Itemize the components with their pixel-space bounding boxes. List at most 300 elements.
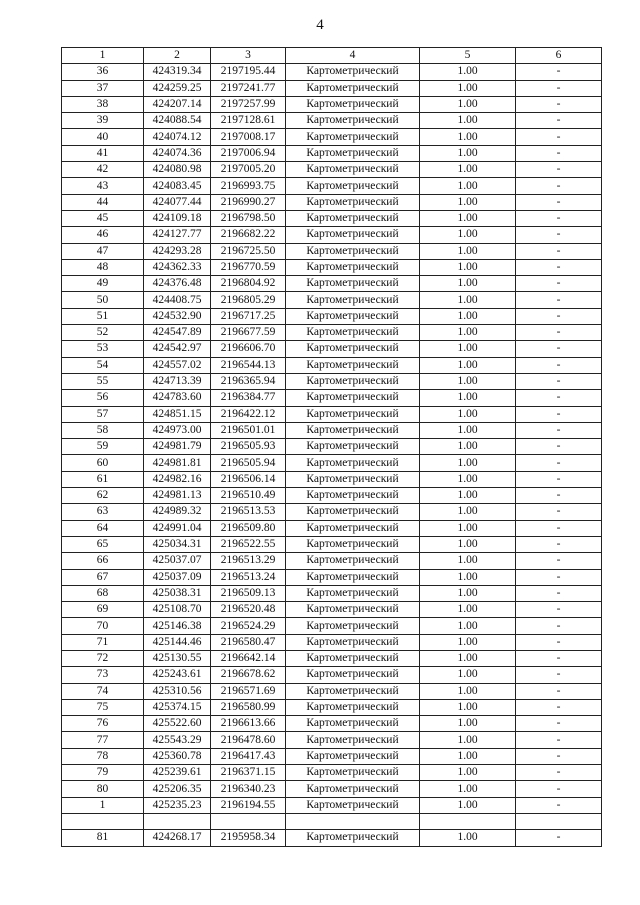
table-cell: - — [516, 194, 602, 210]
table-cell: 1.00 — [420, 259, 516, 275]
table-cell: 2196371.15 — [211, 765, 286, 781]
table-cell: 71 — [62, 634, 144, 650]
table-cell: Картометрический — [286, 765, 420, 781]
table-row — [62, 781, 602, 797]
table-cell: 1.00 — [420, 439, 516, 455]
table-cell: 1.00 — [420, 80, 516, 96]
table-cell: 38 — [62, 96, 144, 112]
table-row — [62, 227, 602, 243]
coordinates-table — [61, 47, 602, 847]
table-cell: 2196478.60 — [211, 732, 286, 748]
table-cell: - — [516, 716, 602, 732]
table-row — [62, 830, 602, 846]
table-cell: Картометрический — [286, 830, 420, 846]
table-cell: 56 — [62, 390, 144, 406]
table-cell: 1.00 — [420, 585, 516, 601]
table-cell: 59 — [62, 439, 144, 455]
table-cell: 424989.32 — [144, 504, 211, 520]
table-cell: 2196513.24 — [211, 569, 286, 585]
table-cell: - — [516, 683, 602, 699]
table-cell: 424557.02 — [144, 357, 211, 373]
table-cell: Картометрический — [286, 113, 420, 129]
table-cell: Картометрический — [286, 162, 420, 178]
table-row — [62, 520, 602, 536]
table-cell: 52 — [62, 325, 144, 341]
table-cell: 425310.56 — [144, 683, 211, 699]
table-cell: 79 — [62, 765, 144, 781]
table-cell: 424127.77 — [144, 227, 211, 243]
table-cell: 424981.79 — [144, 439, 211, 455]
table-cell: 75 — [62, 699, 144, 715]
table-cell: 1.00 — [420, 488, 516, 504]
table-row — [62, 341, 602, 357]
table-cell: 72 — [62, 650, 144, 666]
table-cell: 1.00 — [420, 765, 516, 781]
table-row — [62, 748, 602, 764]
table-row — [62, 471, 602, 487]
table-cell: Картометрический — [286, 276, 420, 292]
table-row — [62, 292, 602, 308]
table-cell: 36 — [62, 64, 144, 80]
table-cell: 2196524.29 — [211, 618, 286, 634]
table-cell: - — [516, 129, 602, 145]
table-cell: Картометрический — [286, 325, 420, 341]
table-cell: 1.00 — [420, 276, 516, 292]
table-cell: 1.00 — [420, 308, 516, 324]
table-row — [62, 553, 602, 569]
table-cell: - — [516, 765, 602, 781]
table-cell: 2195958.34 — [211, 830, 286, 846]
table-cell: 1.00 — [420, 390, 516, 406]
table-cell: 2196365.94 — [211, 373, 286, 389]
table-cell: Картометрический — [286, 650, 420, 666]
table-cell: 46 — [62, 227, 144, 243]
table-cell: - — [516, 699, 602, 715]
table-cell: 68 — [62, 585, 144, 601]
table-row — [62, 406, 602, 422]
table-row — [62, 569, 602, 585]
table-cell: 2196505.94 — [211, 455, 286, 471]
table-row — [62, 390, 602, 406]
table-cell: 1.00 — [420, 716, 516, 732]
table-cell: 1.00 — [420, 422, 516, 438]
table-cell: 424991.04 — [144, 520, 211, 536]
table-cell: - — [516, 210, 602, 226]
table-row — [62, 667, 602, 683]
table-cell: 2196194.55 — [211, 797, 286, 813]
table-cell: - — [516, 488, 602, 504]
table-cell: 425543.29 — [144, 732, 211, 748]
table-cell: 2196682.22 — [211, 227, 286, 243]
table-cell: 40 — [62, 129, 144, 145]
table-row — [62, 488, 602, 504]
table-cell: 2197008.17 — [211, 129, 286, 145]
table-cell: - — [516, 504, 602, 520]
table-cell: 76 — [62, 716, 144, 732]
table-cell: 1.00 — [420, 830, 516, 846]
table-cell: Картометрический — [286, 667, 420, 683]
table-cell: 77 — [62, 732, 144, 748]
table-cell: 2196613.66 — [211, 716, 286, 732]
column-header: 5 — [420, 48, 516, 64]
column-header: 6 — [516, 48, 602, 64]
table-cell: Картометрический — [286, 536, 420, 552]
table-cell: 425235.23 — [144, 797, 211, 813]
table-cell: - — [516, 308, 602, 324]
column-header: 1 — [62, 48, 144, 64]
table-cell: 58 — [62, 422, 144, 438]
table-cell: 2196725.50 — [211, 243, 286, 259]
table-cell: 424074.36 — [144, 145, 211, 161]
table-cell: - — [516, 145, 602, 161]
table-cell: Картометрический — [286, 439, 420, 455]
table-cell: 1.00 — [420, 341, 516, 357]
table-cell: 2196993.75 — [211, 178, 286, 194]
table-cell: Картометрический — [286, 504, 420, 520]
table-cell: 1.00 — [420, 406, 516, 422]
table-cell: 424362.33 — [144, 259, 211, 275]
table-cell: 425130.55 — [144, 650, 211, 666]
table-cell: 1.00 — [420, 129, 516, 145]
table-cell: 1.00 — [420, 145, 516, 161]
table-cell: Картометрический — [286, 259, 420, 275]
table-cell: 53 — [62, 341, 144, 357]
table-cell: 57 — [62, 406, 144, 422]
table-cell: Картометрический — [286, 732, 420, 748]
table-cell: Картометрический — [286, 373, 420, 389]
table-cell: Картометрический — [286, 716, 420, 732]
table-cell: 424293.28 — [144, 243, 211, 259]
table-cell: 1.00 — [420, 357, 516, 373]
table-cell: - — [516, 422, 602, 438]
table-cell: 1.00 — [420, 683, 516, 699]
table-cell: Картометрический — [286, 602, 420, 618]
table-cell: 45 — [62, 210, 144, 226]
table-cell: 1.00 — [420, 536, 516, 552]
table-cell: 425239.61 — [144, 765, 211, 781]
table-cell: 1.00 — [420, 569, 516, 585]
table-cell: - — [516, 650, 602, 666]
table-cell: 424981.81 — [144, 455, 211, 471]
table-cell — [420, 813, 516, 829]
table-cell: Картометрический — [286, 292, 420, 308]
table-cell: 61 — [62, 471, 144, 487]
table-cell: Картометрический — [286, 488, 420, 504]
table-row — [62, 716, 602, 732]
table-cell: 425037.09 — [144, 569, 211, 585]
table-row — [62, 422, 602, 438]
column-header: 2 — [144, 48, 211, 64]
table-cell: 424376.48 — [144, 276, 211, 292]
table-cell: 2196544.13 — [211, 357, 286, 373]
table-cell: - — [516, 292, 602, 308]
table-cell: Картометрический — [286, 585, 420, 601]
table-row — [62, 162, 602, 178]
table-row — [62, 650, 602, 666]
table-cell: - — [516, 439, 602, 455]
table-cell: 424083.45 — [144, 178, 211, 194]
table-cell: 51 — [62, 308, 144, 324]
table-row — [62, 373, 602, 389]
table-cell: 2196804.92 — [211, 276, 286, 292]
table-row — [62, 683, 602, 699]
table-row — [62, 194, 602, 210]
table-cell: 424074.12 — [144, 129, 211, 145]
table-row — [62, 113, 602, 129]
table-row — [62, 80, 602, 96]
table-cell: Картометрический — [286, 129, 420, 145]
table-cell: - — [516, 80, 602, 96]
table-cell: 67 — [62, 569, 144, 585]
table-cell: 2197241.77 — [211, 80, 286, 96]
table-cell: 1.00 — [420, 732, 516, 748]
table-row — [62, 276, 602, 292]
table-cell: 1.00 — [420, 113, 516, 129]
table-row — [62, 129, 602, 145]
table-cell: 54 — [62, 357, 144, 373]
table-cell: 1.00 — [420, 96, 516, 112]
table-cell: 1.00 — [420, 325, 516, 341]
table-cell: - — [516, 830, 602, 846]
table-cell: 424783.60 — [144, 390, 211, 406]
table-cell: - — [516, 178, 602, 194]
table-cell: 60 — [62, 455, 144, 471]
table-cell: Картометрический — [286, 634, 420, 650]
table-cell: 2197006.94 — [211, 145, 286, 161]
column-header: 4 — [286, 48, 420, 64]
table-cell: Картометрический — [286, 96, 420, 112]
table-cell — [62, 813, 144, 829]
table-row — [62, 210, 602, 226]
table-cell: - — [516, 585, 602, 601]
table-cell: 1.00 — [420, 699, 516, 715]
table-cell: 424080.98 — [144, 162, 211, 178]
table-cell: 49 — [62, 276, 144, 292]
table-cell: - — [516, 406, 602, 422]
table-cell: 2196422.12 — [211, 406, 286, 422]
table-cell: 424851.15 — [144, 406, 211, 422]
table-cell: 2196805.29 — [211, 292, 286, 308]
table-cell: 1.00 — [420, 667, 516, 683]
table-cell: 1.00 — [420, 292, 516, 308]
table-cell: 2196417.43 — [211, 748, 286, 764]
table-cell: Картометрический — [286, 308, 420, 324]
table-row — [62, 357, 602, 373]
table-cell: 37 — [62, 80, 144, 96]
table-cell: 55 — [62, 373, 144, 389]
table-cell: 2196513.53 — [211, 504, 286, 520]
table-cell: Картометрический — [286, 357, 420, 373]
table-cell: 1.00 — [420, 602, 516, 618]
column-header: 3 — [211, 48, 286, 64]
table-cell: Картометрический — [286, 520, 420, 536]
table-row — [62, 618, 602, 634]
table-cell: 2196509.13 — [211, 585, 286, 601]
table-cell: - — [516, 243, 602, 259]
table-cell: 2196770.59 — [211, 259, 286, 275]
table-cell: 425108.70 — [144, 602, 211, 618]
table-cell: 2197128.61 — [211, 113, 286, 129]
table-row — [62, 178, 602, 194]
table-cell: 47 — [62, 243, 144, 259]
table-cell: Картометрический — [286, 553, 420, 569]
table-cell: 73 — [62, 667, 144, 683]
table-cell: Картометрический — [286, 455, 420, 471]
table-cell: Картометрический — [286, 471, 420, 487]
table-cell: 1.00 — [420, 618, 516, 634]
table-row — [62, 325, 602, 341]
table-cell: Картометрический — [286, 797, 420, 813]
table-cell — [211, 813, 286, 829]
table-cell: 2196571.69 — [211, 683, 286, 699]
table-row — [62, 308, 602, 324]
table-row — [62, 536, 602, 552]
table-cell: 425144.46 — [144, 634, 211, 650]
table-cell: 2197257.99 — [211, 96, 286, 112]
table-cell: 65 — [62, 536, 144, 552]
table-cell: 81 — [62, 830, 144, 846]
table-cell: 2196384.77 — [211, 390, 286, 406]
table-cell: Картометрический — [286, 243, 420, 259]
table-row — [62, 585, 602, 601]
table-cell: 424319.34 — [144, 64, 211, 80]
table-cell: 2196580.47 — [211, 634, 286, 650]
table-row — [62, 699, 602, 715]
table-cell: 70 — [62, 618, 144, 634]
table-cell: Картометрический — [286, 781, 420, 797]
table-cell: 42 — [62, 162, 144, 178]
table-cell: - — [516, 96, 602, 112]
table-cell: - — [516, 667, 602, 683]
table-cell: 50 — [62, 292, 144, 308]
table-cell: 62 — [62, 488, 144, 504]
table-cell: - — [516, 536, 602, 552]
table-cell: 1.00 — [420, 64, 516, 80]
table-cell: 44 — [62, 194, 144, 210]
table-row — [62, 439, 602, 455]
table-row — [62, 145, 602, 161]
table-cell: 425146.38 — [144, 618, 211, 634]
table-cell: 425522.60 — [144, 716, 211, 732]
table-cell: 1.00 — [420, 797, 516, 813]
table-cell: 2196678.62 — [211, 667, 286, 683]
table-cell: 2196506.14 — [211, 471, 286, 487]
table-row — [62, 634, 602, 650]
table-cell: - — [516, 325, 602, 341]
table-cell: - — [516, 748, 602, 764]
table-row — [62, 243, 602, 259]
table-cell: 424973.00 — [144, 422, 211, 438]
table-cell: - — [516, 227, 602, 243]
table-row — [62, 96, 602, 112]
page-number: 4 — [316, 17, 324, 33]
table-cell: - — [516, 569, 602, 585]
table-cell: 424088.54 — [144, 113, 211, 129]
table-cell: - — [516, 520, 602, 536]
table-cell: 424713.39 — [144, 373, 211, 389]
table-cell: - — [516, 553, 602, 569]
table-cell: Картометрический — [286, 683, 420, 699]
table-row — [62, 765, 602, 781]
table-cell: Картометрический — [286, 64, 420, 80]
table-row — [62, 64, 602, 80]
table-cell: 1.00 — [420, 520, 516, 536]
table-cell: Картометрический — [286, 80, 420, 96]
table-cell: 425206.35 — [144, 781, 211, 797]
table-cell: 1.00 — [420, 634, 516, 650]
table-cell: 425243.61 — [144, 667, 211, 683]
table-cell: 2196642.14 — [211, 650, 286, 666]
table-cell: - — [516, 618, 602, 634]
table-cell: 424259.25 — [144, 80, 211, 96]
table-cell: 425374.15 — [144, 699, 211, 715]
table-cell: - — [516, 113, 602, 129]
table-cell: Картометрический — [286, 748, 420, 764]
table-cell: - — [516, 341, 602, 357]
table-cell — [144, 813, 211, 829]
table-cell: 424408.75 — [144, 292, 211, 308]
table-cell: Картометрический — [286, 227, 420, 243]
table-cell: 425034.31 — [144, 536, 211, 552]
table-cell — [286, 813, 420, 829]
table-row — [62, 504, 602, 520]
table-cell: Картометрический — [286, 569, 420, 585]
table-cell: 1.00 — [420, 781, 516, 797]
table-cell: 80 — [62, 781, 144, 797]
table-cell: 1.00 — [420, 227, 516, 243]
table-cell: - — [516, 373, 602, 389]
table-cell: Картометрический — [286, 178, 420, 194]
table-cell: 424981.13 — [144, 488, 211, 504]
table-cell: 2196513.29 — [211, 553, 286, 569]
table-cell: - — [516, 259, 602, 275]
table-cell: 2196798.50 — [211, 210, 286, 226]
table-cell: - — [516, 357, 602, 373]
table-cell: 2196580.99 — [211, 699, 286, 715]
table-cell: Картометрический — [286, 210, 420, 226]
table-cell: - — [516, 390, 602, 406]
table-body — [62, 64, 602, 846]
table-cell: - — [516, 455, 602, 471]
table-cell: 2196520.48 — [211, 602, 286, 618]
table-header-row — [62, 48, 602, 64]
table-cell: 1.00 — [420, 178, 516, 194]
table-cell: 74 — [62, 683, 144, 699]
table-cell: 48 — [62, 259, 144, 275]
table-cell: - — [516, 162, 602, 178]
table-cell: 424982.16 — [144, 471, 211, 487]
table-cell: 1.00 — [420, 162, 516, 178]
table-cell: 425360.78 — [144, 748, 211, 764]
table-cell: 1.00 — [420, 455, 516, 471]
table-cell: 2196340.23 — [211, 781, 286, 797]
table-cell: - — [516, 634, 602, 650]
table-cell: Картометрический — [286, 145, 420, 161]
table-cell: 424077.44 — [144, 194, 211, 210]
table-cell: Картометрический — [286, 194, 420, 210]
table-cell: 1.00 — [420, 553, 516, 569]
table-row — [62, 813, 602, 829]
table-cell — [516, 813, 602, 829]
table-cell: - — [516, 732, 602, 748]
table-row — [62, 455, 602, 471]
table-cell: 2196505.93 — [211, 439, 286, 455]
table-row — [62, 259, 602, 275]
table-cell: 63 — [62, 504, 144, 520]
table-cell: 425037.07 — [144, 553, 211, 569]
table-cell: 2196510.49 — [211, 488, 286, 504]
table-cell: 1.00 — [420, 748, 516, 764]
